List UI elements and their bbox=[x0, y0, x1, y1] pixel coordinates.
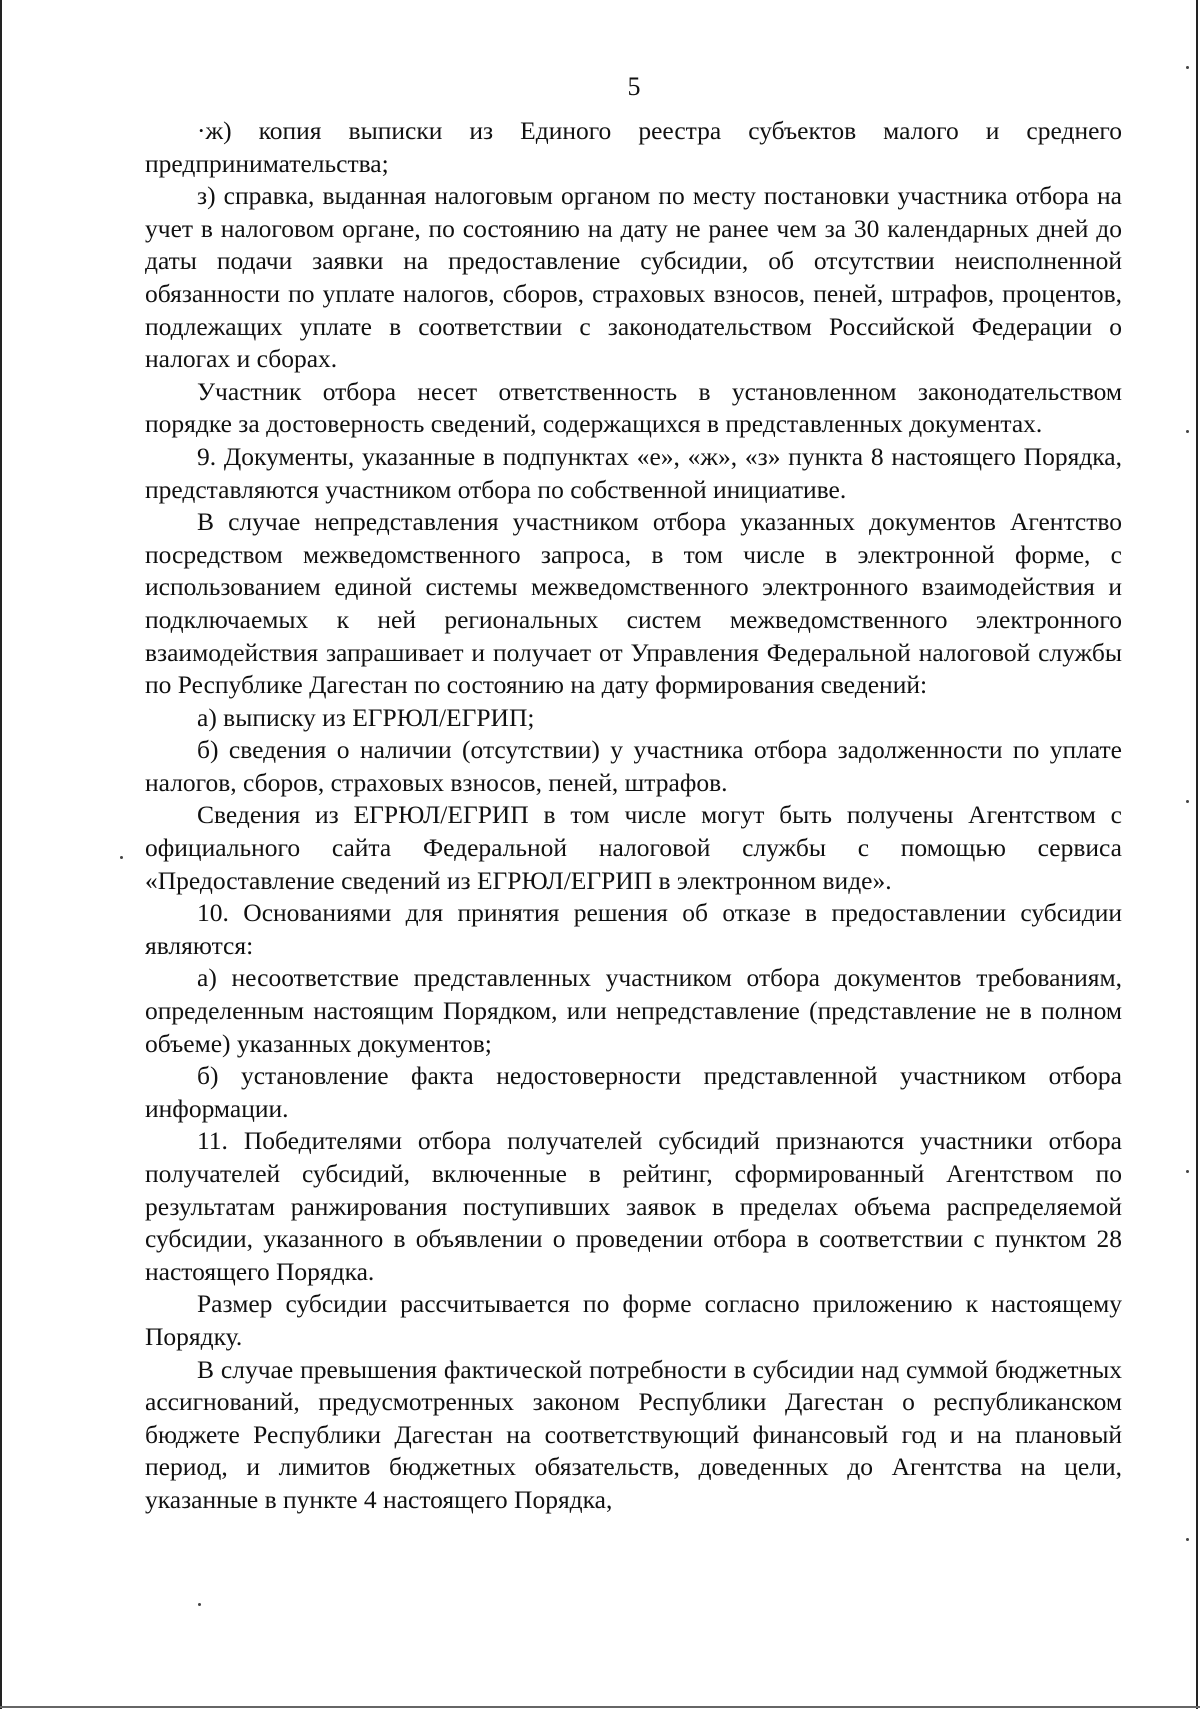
paragraph-item-a-extract: а) выписку из ЕГРЮЛ/ЕГРИП; bbox=[197, 702, 535, 732]
scan-edge-bottom bbox=[0, 1706, 1200, 1708]
document-body bbox=[145, 115, 1122, 1517]
paragraph-responsibility: Участник отбора несет ответственность в установленном законодательством порядке за достоверность сведений, содержащихся в представленных документах. bbox=[145, 376, 1122, 439]
paragraph-item-a-mismatch: а) несоответствие представленных участником отбора документов требованиям, определенным настоящим Порядком, или непредставление (представление не в полном объеме) указанных документов; bbox=[145, 963, 1122, 1058]
paragraph-interagency-request: В случае непредставления участником отбора указанных документов Агентство посредством межведомственного запроса, в том числе в электронной форме, с использованием единой системы межведомственного электронного взаимодействия и подключаемых к ней региональных систем межведомственного электронного взаимодействия запрашивает и получает от Управления Федеральной налоговой службы по Республике Дагестан по состоянию на дату формирования сведений: bbox=[145, 507, 1122, 700]
paragraph-clause-9: 9. Документы, указанные в подпунктах «е», «ж», «з» пункта 8 настоящего Порядка, представляются участником отбора по собственной инициативе. bbox=[145, 441, 1122, 504]
paragraph-item-zh: ·ж) копия выписки из Единого реестра субъектов малого и среднего предпринимательства; bbox=[145, 116, 1122, 178]
scan-edge-left bbox=[0, 0, 2, 1709]
paragraph-subsidy-size: Размер субсидии рассчитывается по форме согласно приложению к настоящему Порядку. bbox=[145, 1289, 1122, 1351]
scan-edge-right bbox=[1196, 0, 1198, 1709]
paragraph-item-b-falsity: б) установление факта недостоверности представленной участником отбора информации. bbox=[145, 1061, 1122, 1123]
scan-speck bbox=[1186, 800, 1189, 803]
scan-speck bbox=[1186, 1170, 1189, 1173]
scan-speck bbox=[1186, 66, 1189, 69]
paragraph-item-z: з) справка, выданная налоговым органом по месту постановки участника отбора на учет в налоговом органе, по состоянию на дату не ранее чем за 30 календарных дней до даты подачи заявки на предоставление субсидии, об отсутствии неисполненной обязанности по уплате налогов, сборов, страховых взносов, пеней, штрафов, процентов, подлежащих уплате в соответствии с законодательством Российской Федерации о налогах и сборах. bbox=[145, 181, 1122, 374]
paragraph-excess-demand: В случае превышения фактической потребности в субсидии над суммой бюджетных ассигнований, предусмотренных законом Республики Дагестан о республиканском бюджете Республики Дагестан на соответствующий финансовый год и на плановый период, и лимитов бюджетных обязательств, доведенных до Агентства на цели, указанные в пункте 4 настоящего Порядка, bbox=[145, 1354, 1122, 1514]
scan-speck bbox=[198, 1603, 201, 1606]
paragraph-item-b-debt: б) сведения о наличии (отсутствии) у участника отбора задолженности по уплате налогов, сборов, страховых взносов, пеней, штрафов. bbox=[145, 735, 1122, 797]
page-number: 5 bbox=[627, 72, 641, 101]
scan-speck bbox=[1186, 430, 1189, 433]
scan-speck bbox=[120, 856, 123, 859]
paragraph-clause-10: 10. Основаниями для принятия решения об отказе в предоставлении субсидии являются: bbox=[145, 898, 1122, 960]
paragraph-clause-11: 11. Победителями отбора получателей субсидий признаются участники отбора получателей субсидий, включенные в рейтинг, сформированный Агентством по результатам ранжирования поступивших заявок в пределах объема распределяемой субсидии, указанного в объявлении о проведении отбора в соответствии с пунктом 28 настоящего Порядка. bbox=[145, 1126, 1122, 1286]
paragraph-egrul-website: Сведения из ЕГРЮЛ/ЕГРИП в том числе могут быть получены Агентством с официального сайта Федеральной налоговой службы с помощью сервиса «Предоставление сведений из ЕГРЮЛ/ЕГРИП в электронном виде». bbox=[145, 800, 1122, 895]
scan-speck bbox=[1186, 1538, 1189, 1541]
